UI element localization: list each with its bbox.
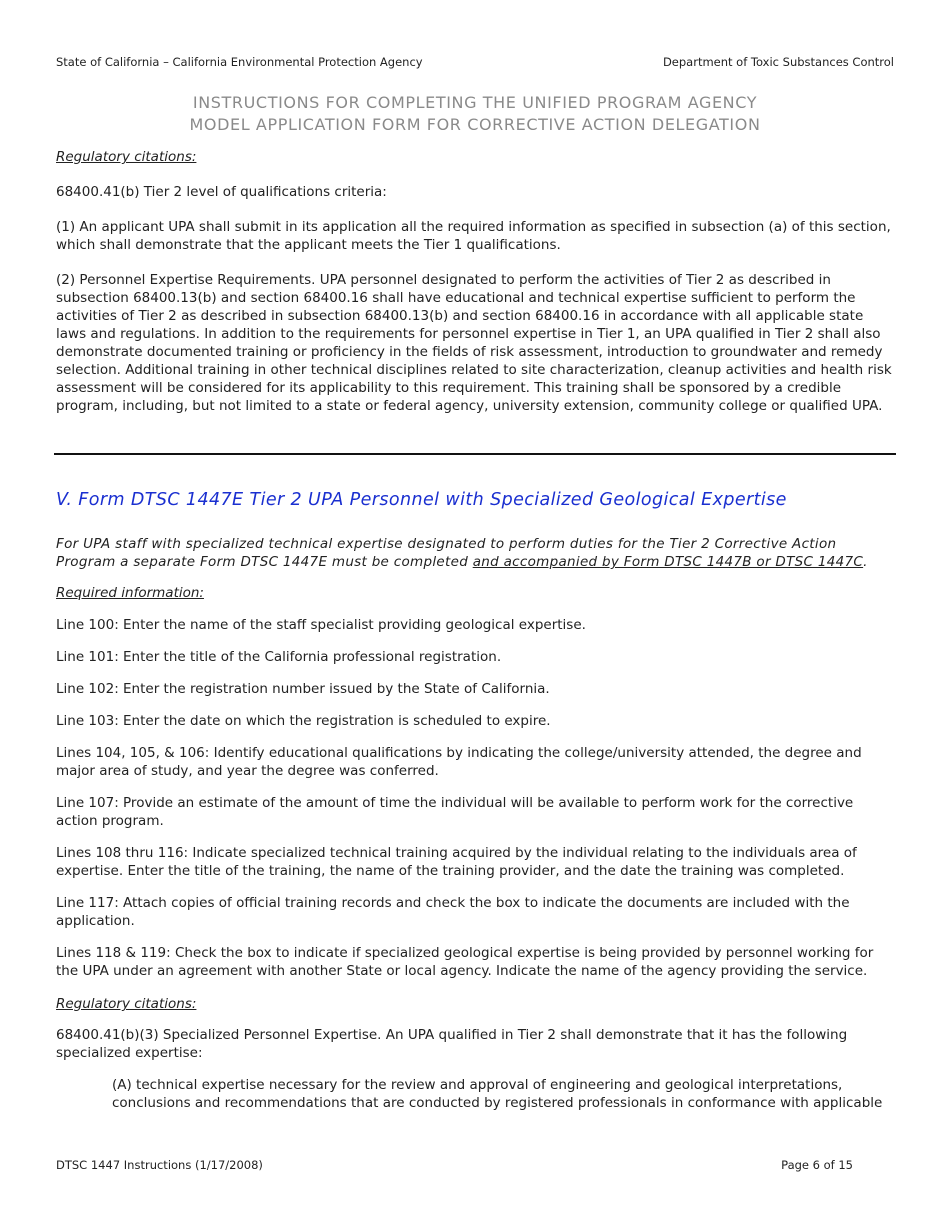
line-instruction: Line 101: Enter the title of the California professional registration. <box>56 649 502 665</box>
intro-underlined-text: and accompanied by Form DTSC 1447B or DTSC 1447C <box>472 554 864 570</box>
document-title-line-2: MODEL APPLICATION FORM FOR CORRECTIVE ACTION DELEGATION <box>189 115 761 134</box>
top-section <box>56 148 896 415</box>
intro-text: For UPA staff with specialized technical expertise designated to perform duties for the Tier 2 Corrective Action Program a separate Form DTSC 1447E must be completed <box>56 536 837 570</box>
line-instruction: Line 107: Provide an estimate of the amount of time the individual will be available to perform work for the corrective action program. <box>56 795 854 829</box>
specialized-expertise-citation: 68400.41(b)(3) Specialized Personnel Expertise. An UPA qualified in Tier 2 shall demonstrate that it has the following specialized expertise: <box>56 1027 848 1061</box>
regulatory-citations-label-2: Regulatory citations: <box>56 996 197 1012</box>
line-instruction: Line 103: Enter the date on which the registration is scheduled to expire. <box>56 713 551 729</box>
criteria-paragraph-1: (1) An applicant UPA shall submit in its application all the required information as specified in subsection (a) of this section, which shall demonstrate that the applicant meets the Tier 1 qualifications. <box>56 219 891 253</box>
criteria-paragraph-2: (2) Personnel Expertise Requirements. UPA personnel designated to perform the activities of Tier 2 as described in subsection 68400.13(b) and section 68400.16 shall have educational and technical expertise sufficient to perform the activities of Tier 2 as described in subsection 68400.13(b) and section 68400.16 in accordance with all applicable state laws and regulations. In addition to the requirements for personnel expertise in Tier 1, an UPA qualified in Tier 2 shall also demonstrate documented training or proficiency in the fields of risk assessment, introduction to groundwater and remedy selection. Additional training in other technical disciplines related to site characterization, cleanup activities and health risk assessment will be considered for its applicability to this requirement. This training shall be sponsored by a credible program, including, but not limited to a state or federal agency, university extension, community college or qualified UPA. <box>56 272 892 414</box>
section-divider <box>54 453 896 455</box>
footer-page-number: Page 6 of 15 <box>781 1158 853 1172</box>
section-v-heading: V. Form DTSC 1447E Tier 2 UPA Personnel with Specialized Geological Expertise <box>56 490 787 510</box>
criteria-heading: 68400.41(b) Tier 2 level of qualifications criteria: <box>56 184 387 200</box>
line-instruction: Lines 104, 105, & 106: Identify educational qualifications by indicating the college/university attended, the degree and major area of study, and year the degree was conferred. <box>56 745 862 779</box>
required-information-label: Required information: <box>56 585 204 601</box>
citation-item-a: (A) technical expertise necessary for the review and approval of engineering and geological interpretations, conclusions and recommendations that are conducted by registered professionals in conformance with applicable <box>112 1077 883 1111</box>
header-agency: State of California – California Environmental Protection Agency <box>56 55 423 69</box>
line-instruction: Line 117: Attach copies of official training records and check the box to indicate the documents are included with the application. <box>56 895 850 929</box>
section-v-intro <box>56 535 896 571</box>
footer-form-id: DTSC 1447 Instructions (1/17/2008) <box>56 1158 263 1172</box>
document-title <box>0 92 950 136</box>
document-title-line-1: INSTRUCTIONS FOR COMPLETING THE UNIFIED PROGRAM AGENCY <box>192 93 758 112</box>
intro-end: . <box>863 554 868 570</box>
line-instruction: Lines 108 thru 116: Indicate specialized technical training acquired by the individual relating to the individuals area of expertise. Enter the title of the training, the name of the training provider, and the date the training was completed. <box>56 845 857 879</box>
regulatory-citations-label: Regulatory citations: <box>56 149 197 165</box>
line-instruction: Line 102: Enter the registration number issued by the State of California. <box>56 681 550 697</box>
section-v-body <box>56 535 896 1112</box>
line-instruction: Lines 118 & 119: Check the box to indicate if specialized geological expertise is being provided by personnel working for the UPA under an agreement with another State or local agency. Indicate the name of the agency providing the service. <box>56 945 874 979</box>
header-department: Department of Toxic Substances Control <box>662 55 894 69</box>
line-instruction: Line 100: Enter the name of the staff specialist providing geological expertise. <box>56 617 586 633</box>
